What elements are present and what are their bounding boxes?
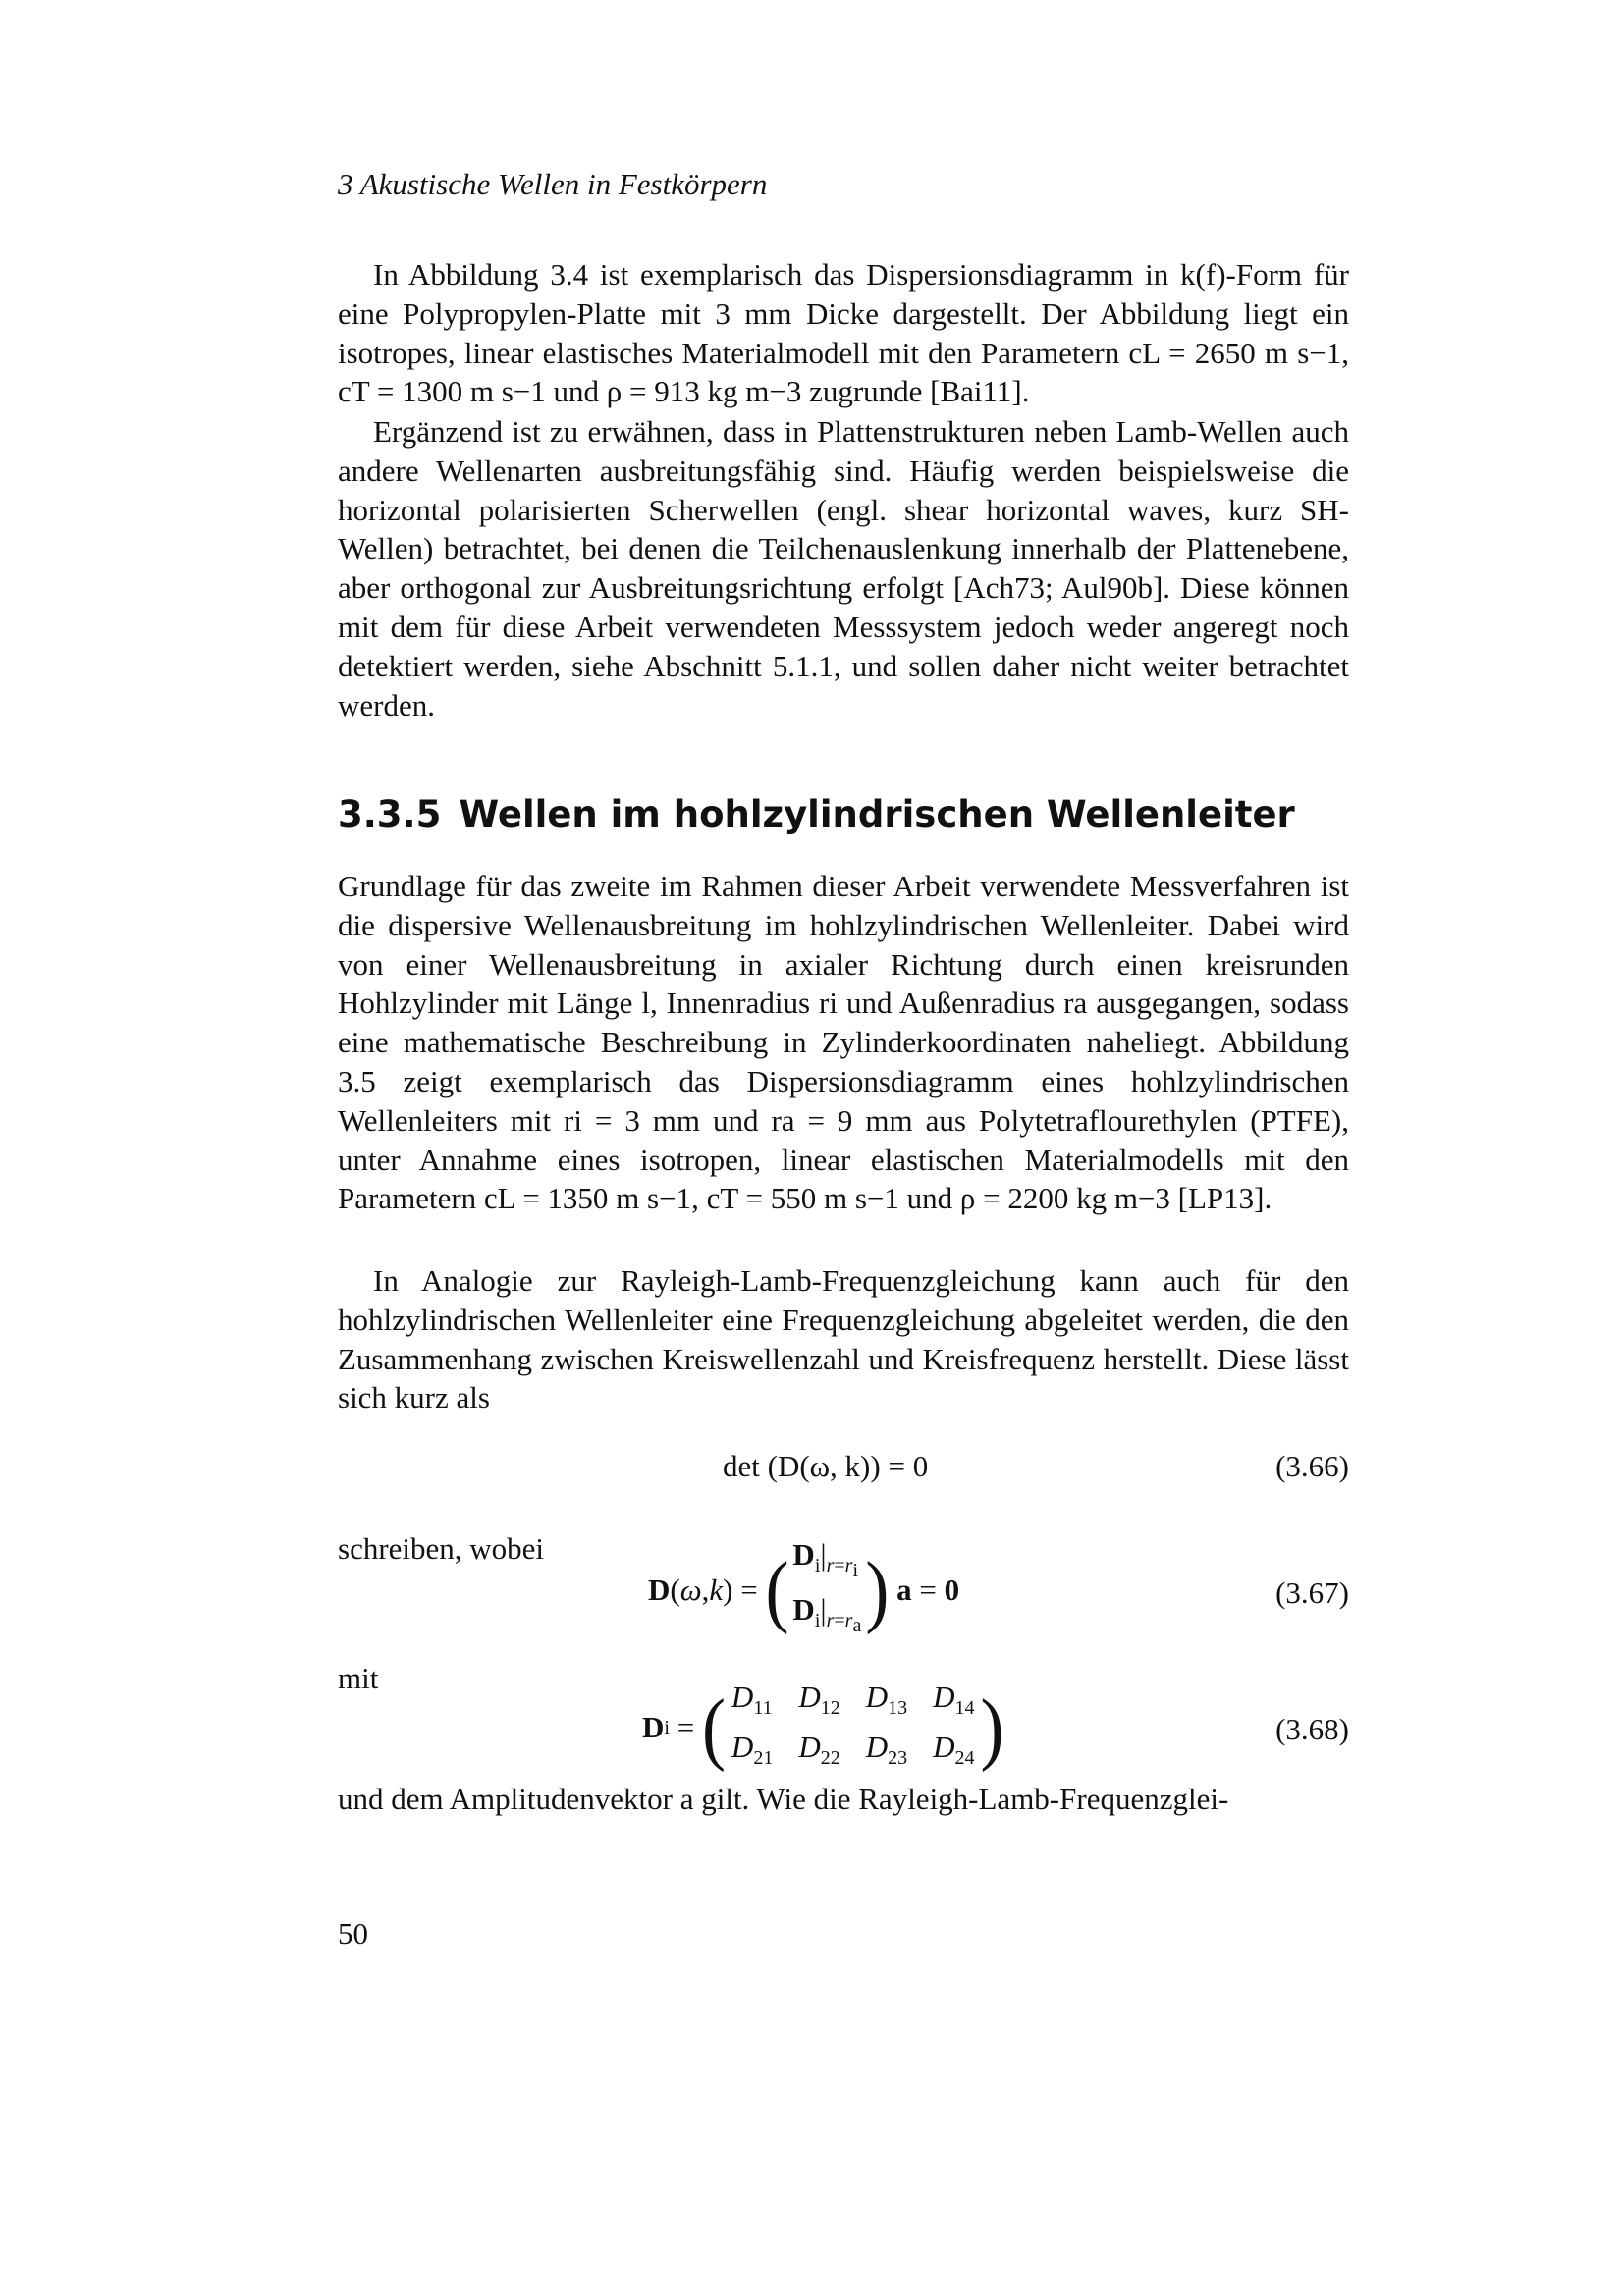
paragraph-dispersion-plate [338, 255, 1349, 411]
paragraph-text: In Abbildung 3.4 ist exemplarisch das Dispersionsdiagramm in k(f)-Form für eine Polypropylen-Platte mit 3 mm Dicke dargestellt. Der Abbildung liegt ein isotropes, linear elastisches Materialmodell mit den Parametern cL = 2650 m s−1, cT = 1300 m s−1 und ρ = 913 kg m−3 zugrunde [Bai11]. [338, 257, 1349, 409]
matrix-entry: $D_{12}$ [798, 1680, 840, 1720]
equation-number: (3.68) [1275, 1712, 1349, 1746]
equation-3-67 [338, 1531, 1349, 1649]
equation-number: (3.66) [1275, 1449, 1349, 1483]
equation-3-68 [338, 1661, 1349, 1774]
paragraph-text: Ergänzend ist zu erwähnen, dass in Plattenstrukturen neben Lamb-Wellen auch andere Wellenarten ausbreitungsfähig sind. Häufig werden beispielsweise die horizontal polarisierten Scherwellen (engl. shear horizontal waves, kurz SH-Wellen) betrachtet, bei denen die Teilchenauslenkung innerhalb der Plattenebene, aber orthogonal zur Ausbreitungsrichtung erfolgt [Ach73; Aul90b]. Diese können mit dem für diese Arbeit verwendeten Messsystem jedoch weder angeregt noch detektiert werden, siehe Abschnitt 5.1.1, und sollen daher nicht weiter betrachtet werden. [338, 414, 1349, 722]
matrix-entry: $D_{24}$ [933, 1730, 975, 1770]
matrix-entry: $D_{22}$ [798, 1730, 840, 1770]
paragraph-text: und dem Amplitudenvektor a gilt. Wie die Rayleigh-Lamb-Frequenzglei- [338, 1782, 1229, 1816]
equation-body: D i = ( $D_{11}$ $D_{12}$ $D_{13}$ $D_{14}$ $D_{21}$ $D_{22}$ $D_{23}$ $D_{24}$ ) [642, 1679, 1003, 1777]
equation-body: det (D(ω, k)) = 0 [723, 1449, 929, 1483]
paragraph-text: Grundlage für das zweite im Rahmen dieser Arbeit verwendete Messverfahren ist die dispersive Wellenausbreitung im hohlzylindrischen Wellenleiter. Dabei wird von einer Wellenausbreitung in axialer Richtung durch einen kreisrunden Hohlzylinder mit Länge l, Innenradius ri und Außenradius ra ausgegangen, sodass eine mathematische Beschreibung in Zylinderkoordinaten naheliegt. Abbildung 3.5 zeigt exemplarisch das Dispersionsdiagramm eines hohlzylindrischen Wellenleiters mit ri = 3 mm und ra = 9 mm aus Polytetraflourethylen (PTFE), unter Annahme eines isotropen, linear elastischen Materialmodells mit den Parametern cL = 1350 m s−1, cT = 550 m s−1 und ρ = 2200 kg m−3 [LP13]. [338, 869, 1349, 1216]
paragraph-hollow-cylinder [338, 867, 1349, 1218]
matrix-entry: $D_{23}$ [865, 1730, 908, 1770]
section-number: 3.3.5 [338, 793, 442, 835]
matrix-entry: $D_{11}$ [731, 1680, 773, 1720]
matrix-entry: $D_{13}$ [865, 1680, 908, 1720]
paragraph-amplitude-vector [338, 1782, 1349, 1817]
paragraph-sh-waves [338, 412, 1349, 724]
paragraph-frequency-equation [338, 1261, 1349, 1417]
equation-lead-text: mit [338, 1661, 379, 1695]
matrix-entry: $D_{14}$ [933, 1680, 975, 1720]
section-title: Wellen im hohlzylindrischen Wellenleiter [459, 793, 1295, 835]
running-header: 3 Akustische Wellen in Festkörpern [338, 167, 768, 201]
section-heading [338, 793, 1295, 835]
page-number: 50 [338, 1916, 368, 1950]
paragraph-text: In Analogie zur Rayleigh-Lamb-Frequenzgleichung kann auch für den hohlzylindrischen Wellenleiter eine Frequenzgleichung abgeleitet werden, die den Zusammenhang zwischen Kreiswellenzahl und Kreisfrequenz herstellt. Diese lässt sich kurz als [338, 1263, 1349, 1415]
matrix-entry: $D_{21}$ [731, 1730, 774, 1770]
equation-number: (3.67) [1275, 1575, 1349, 1610]
equation-3-66 [338, 1449, 1349, 1508]
equation-body: D ( ω , k ) = ( $D_i|_{r=r_i}$ $D_i|_{r=r_a}$ ) a = 0 [648, 1537, 960, 1637]
equation-lead-text: schreiben, wobei [338, 1531, 545, 1566]
